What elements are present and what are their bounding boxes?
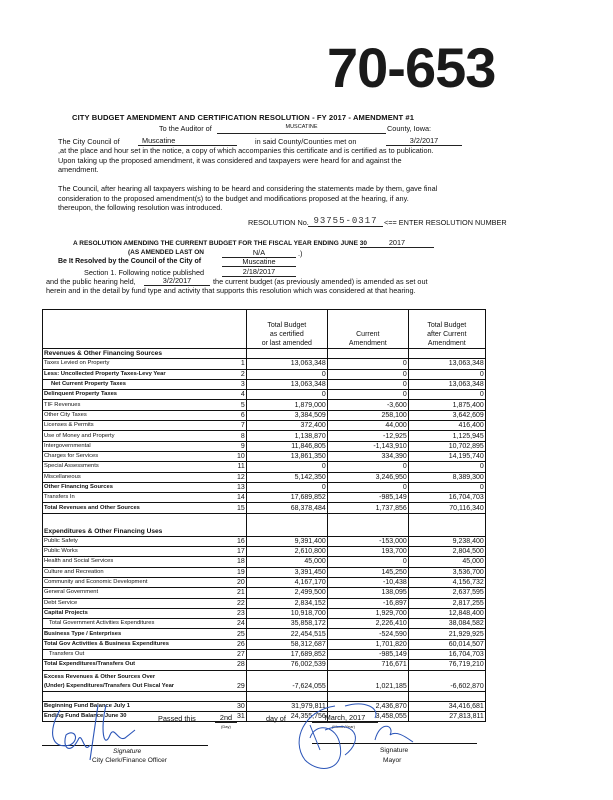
table-row: General Government 21 2,499,500 138,095 2,637,595 [44,589,484,597]
table-row: Transfers Out 27 17,689,852 -985,149 16,704,703 [43,650,486,660]
amended-last-field[interactable]: N/A [222,248,296,258]
table-row: Public Works 17 2,610,800 193,700 2,804,500 [44,548,484,556]
day-caption: (Day) [221,724,231,729]
clerk-signature-label: Signature [113,748,142,755]
mayor-signature-icon [285,700,415,775]
resolution-line2-end: .) [298,249,303,258]
section-revenues-row [43,349,486,359]
section-expenditures-row [43,513,486,536]
table-row: Total Expenditures/Transfers Out 28 76,002,539 716,671 76,719,210 [44,661,484,669]
resolution-line3: Be It Resolved by the Council of the City of [58,258,202,265]
table-row: Miscellaneous 12 5,142,350 3,246,950 8,389,300 [44,473,484,481]
table-header-row [43,310,486,349]
table-row: Other City Taxes 6 3,384,509 258,100 3,642,609 [44,411,484,419]
passed-this-label: Passed this [158,714,196,723]
paragraph-consideration: The Council, after hearing all taxpayers wishing to be heard and considering the statements made by them, gave final consideration to the proposed amendment(s) to the budget and modifications proposed at the hearing, if any. thereupon, the following resolution was introduced. [58,184,438,213]
resolution-line4: Section 1. Following notice published [84,268,205,277]
fiscal-year-field[interactable]: 2017 [360,238,434,248]
budget-table [42,309,486,722]
header-total-budget: Total Budget as certified or last amended [246,310,327,349]
month-year-field[interactable]: March, 2017 [312,713,378,723]
table-row: Culture and Recreation 19 3,391,450 145,250 3,536,700 [44,568,484,576]
resolution-label: RESOLUTION No. [248,218,309,227]
resolution-line5b: the current budget (as previously amended) is amended as set out [213,277,428,286]
table-row: Less: Uncollected Property Taxes-Levy Year 2 0 0 0 [44,370,484,378]
council-city-field[interactable]: Muscatine [138,136,237,146]
mayor-signature-label: Signature [380,747,409,754]
table-row: Transfers In 14 17,689,852 -985,149 16,704,703 [44,494,484,502]
table-row: Total Government Activities Expenditures 24 35,858,172 2,226,410 38,084,582 [43,619,486,629]
city-field[interactable]: Muscatine [222,257,296,267]
table-row: Net Current Property Taxes 3 13,063,348 0 13,063,348 [43,379,486,389]
table-row: Total Revenues and Other Sources 15 68,378,484 1,737,856 70,116,340 [44,504,484,512]
resolution-line2: (AS AMENDED LAST ON [128,249,204,256]
table-row: Health and Social Services 18 45,000 0 45,000 [44,558,484,566]
mayor-title: Mayor [383,757,402,764]
paragraph-notice: ,at the place and hour set in the notice, a copy of which accompanies this certificate and is certified as to publication. Upon taking up the proposed amendment, it was considered and taxpayers were heard for and against the amendment. [58,146,434,175]
clerk-title: City Clerk/Finance Officer [92,757,167,764]
table-row: Debt Service 22 2,834,152 -16,897 2,817,255 [44,599,484,607]
document-title: CITY BUDGET AMENDMENT AND CERTIFICATION RESOLUTION - FY 2017 - AMENDMENT #1 [72,113,415,122]
table-row: Excess Revenues & Other Sources Over (Under) Expenditures/Transfers Out Fiscal Year 29 -7,624,055 1,021,185 -6,602,870 [43,670,486,691]
table-row: Other Financing Sources 13 0 0 0 [44,484,484,491]
table-row: Intergovernmental 9 11,846,805 -1,143,910 10,702,895 [44,442,484,450]
table-row: Capital Projects 23 10,918,700 1,929,700 12,848,400 [44,609,484,617]
table-row: Ending Fund Balance June 30 31 24,355,756 3,458,055 27,813,811 [44,713,484,721]
council-prefix: The City Council of [58,137,120,146]
auditor-prefix: To the Auditor of [159,124,212,133]
table-row: Public Safety 16 9,391,400 -153,000 9,238,400 [44,537,484,545]
header-current-amendment: Current Amendment [327,310,408,349]
hearing-date-field[interactable]: 3/2/2017 [144,276,210,286]
passed-day-field[interactable]: 2nd [215,713,237,723]
table-row: Beginning Fund Balance July 1 30 31,979,811 2,436,870 34,416,681 [44,702,484,710]
form-number: 70-653 [327,36,496,99]
table-row: Community and Economic Development 20 4,167,170 -10,438 4,156,732 [44,579,484,587]
resolution-hint: <== ENTER RESOLUTION NUMBER [384,218,507,227]
table-row: Use of Money and Property 8 1,138,870 -12,925 1,125,945 [44,432,484,440]
resolution-line6: herein and in the detail by fund type and activity that supports this resolution which was considered at that hearing. [46,286,416,295]
month-year-caption: (Month/Year) [332,724,355,729]
day-of-label: day of [266,714,286,723]
resolution-line1: A RESOLUTION AMENDING THE CURRENT BUDGET FOR THE FISCAL YEAR ENDING JUNE 30 [73,240,367,247]
auditor-county-field[interactable]: MUSCATINE [217,124,386,134]
table-row: TIF Revenues 5 1,879,000 -3,600 1,875,400 [44,401,484,409]
section-revenues: Revenues & Other Financing Sources [43,349,247,359]
table-row: Total Gov Activities & Business Expenditures 26 58,312,687 1,701,820 60,014,507 [44,640,484,648]
header-budget-after: Total Budget after Current Amendment [408,310,485,349]
table-row: Taxes Levied on Property 1 13,063,348 0 13,063,348 [44,360,484,368]
clerk-signature-icon [40,700,140,770]
resolution-number-field[interactable]: 93755-0317 [308,216,383,227]
section-expenditures: Expenditures & Other Financing Uses [43,513,247,536]
table-row: Charges for Services 10 13,861,350 334,390 14,195,740 [44,453,484,461]
notice-date-field[interactable]: 2/18/2017 [222,267,296,277]
header-blank [43,310,247,349]
table-row: Business Type / Enterprises 25 22,454,515 -524,590 21,929,925 [44,630,484,638]
table-row: Special Assessments 11 0 0 0 [44,463,484,471]
meeting-date-field[interactable]: 3/2/2017 [386,136,462,146]
auditor-suffix: County, Iowa: [387,124,432,133]
table-row: Licenses & Permits 7 372,400 44,000 416,400 [44,422,484,430]
table-row: Delinquent Property Taxes 4 0 0 0 [44,391,484,399]
council-middle: in said County/Counties met on [255,137,357,146]
resolution-line5a: and the public hearing held, [46,277,136,286]
